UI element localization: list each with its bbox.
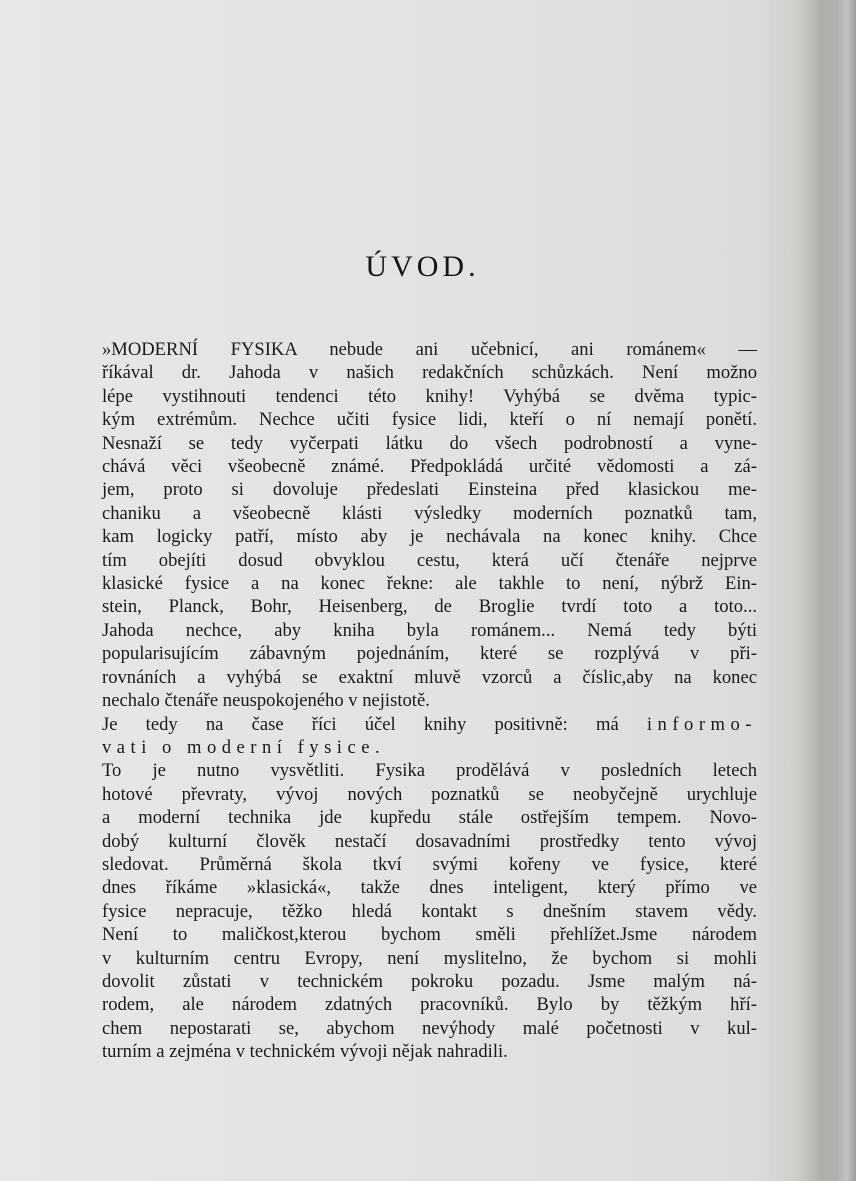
text-line: »MODERNÍ FYSIKA nebude ani učebnicí, ani románem« — — [102, 339, 757, 360]
text-line: klasické fysice a na konec řekne: ale takhle to není, nýbrž Ein- — [102, 573, 757, 595]
text-line: turním a zejména v technickém vývoji nějak nahradili. — [102, 1041, 508, 1063]
text-line: říkával dr. Jahoda v našich redakčních schůzkách. Není možno — [102, 362, 757, 384]
text-line: chává věci všeobecně známé. Předpokládá určité vědomosti a zá- — [102, 456, 757, 478]
text-line: fysice nepracuje, těžko hledá kontakt s dnešním stavem vědy. — [102, 900, 757, 922]
text-line: hotové převraty, vývoj nových poznatků se neobyčejně urychluje — [102, 783, 757, 805]
page-title: ÚVOD. — [365, 250, 480, 283]
text-line: Nesnaží se tedy vyčerpati látku do všech podrobností a vyne- — [102, 432, 757, 454]
spaced-emphasis: informo- — [646, 713, 757, 735]
text-line: nechalo čtenáře neuspokojeného v nejistotě. — [102, 690, 430, 712]
text-line: popularisujícím zábavným pojednáním, které se rozplývá v při- — [102, 643, 757, 665]
text-line: lépe vystihnouti tendenci této knihy! Vyhýbá se dvěma typic- — [102, 385, 757, 407]
text-line: dobý kulturní člověk nestačí dosavadními prostředky tento vývoj — [102, 830, 757, 852]
body-text — [102, 338, 757, 1064]
text-segment: Je tedy na čase říci účel knihy positivně: má — [102, 713, 647, 735]
text-line-purpose — [102, 713, 757, 736]
text-line: chaniku a všeobecně klásti výsledky moderních poznatků tam, — [102, 502, 757, 524]
text-line: rovnáních a vyhýbá se exaktní mluvě vzorců a číslic,aby na konec — [102, 666, 757, 688]
page-gutter-shadow — [796, 0, 856, 1181]
text-line: Jahoda nechce, aby kniha byla románem... Nemá tedy býti — [102, 619, 757, 641]
text-line: tím obejíti dosud obvyklou cestu, která učí čtenáře nejprve — [102, 549, 757, 571]
text-line: sledovat. Průměrná škola tkví svými kořeny ve fysice, které — [102, 853, 757, 875]
text-line: dnes říkáme »klasická«, takže dnes inteligent, který přímo ve — [102, 877, 757, 899]
text-line: jem, proto si dovoluje předeslati Einsteina před klasickou me- — [102, 479, 757, 501]
text-line: stein, Planck, Bohr, Heisenberg, de Broglie tvrdí toto a toto... — [102, 596, 757, 618]
text-line: kým extrémům. Nechce učiti fysice lidi, kteří o ní nemají ponětí. — [102, 409, 757, 431]
text-line: To je nutno vysvětliti. Fysika prodělává v posledních letech — [102, 760, 757, 782]
text-line: rodem, ale národem zdatných pracovníků. Bylo by těžkým hří- — [102, 994, 757, 1016]
text-line: Není to maličkost,kterou bychom směli přehlížet.Jsme národem — [102, 924, 757, 946]
text-line: kam logicky patří, místo aby je nechávala na konec knihy. Chce — [102, 526, 757, 548]
text-line: v kulturním centru Evropy, není myslitelno, že bychom si mohli — [102, 947, 757, 969]
spaced-emphasis-line: vati o moderní fysice. — [102, 736, 386, 758]
text-line: a moderní technika jde kupředu stále ostřejším tempem. Novo- — [102, 807, 757, 829]
text-line: dovolit zůstati v technickém pokroku pozadu. Jsme malým ná- — [102, 970, 757, 992]
text-line: chem nepostarati se, abychom nevýhody malé početnosti v kul- — [102, 1017, 757, 1039]
